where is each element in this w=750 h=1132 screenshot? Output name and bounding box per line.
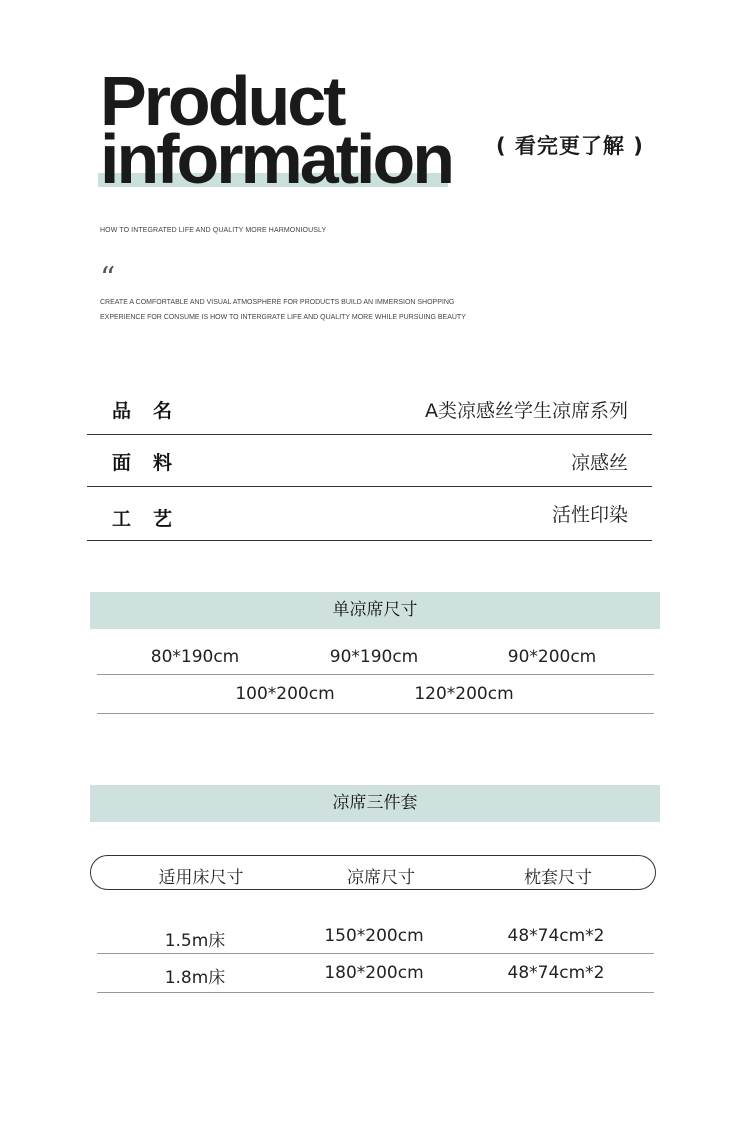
- divider: [97, 674, 654, 675]
- divider: [97, 953, 654, 954]
- single-mat-banner: 单凉席尺寸: [90, 592, 660, 629]
- tagline: HOW TO INTEGRATED LIFE AND QUALITY MORE HARMONIOUSLY: [100, 227, 327, 234]
- info-label: 工艺: [112, 508, 195, 530]
- info-row-craft: [87, 486, 652, 541]
- set-table-header: [90, 855, 656, 890]
- info-label: 面料: [112, 452, 195, 474]
- info-value: 活性印染: [551, 504, 628, 526]
- title-line-1: Product: [100, 62, 344, 140]
- size-cell: 100*200cm: [235, 684, 335, 704]
- table-cell: 150*200cm: [324, 926, 424, 946]
- size-cell: 90*190cm: [329, 647, 419, 667]
- info-value: A类凉感丝学生凉席系列: [425, 400, 628, 422]
- size-cell: 90*200cm: [507, 647, 597, 667]
- column-header: 凉席尺寸: [347, 868, 415, 888]
- subtitle: ( 看完更了解 ): [496, 134, 644, 158]
- table-cell: 48*74cm*2: [507, 963, 605, 983]
- page-title: [100, 62, 452, 198]
- info-value: 凉感丝: [570, 452, 628, 474]
- column-header: 适用床尺寸: [158, 868, 244, 888]
- table-cell: 180*200cm: [324, 963, 424, 983]
- table-cell: 1.5m床: [164, 931, 226, 951]
- info-row-name: [87, 382, 652, 435]
- info-label: 品名: [112, 400, 195, 422]
- divider: [97, 713, 654, 714]
- set-banner: 凉席三件套: [90, 785, 660, 822]
- description: CREATE A COMFORTABLE AND VISUAL ATMOSPHERE FOR PRODUCTS BUILD AN IMMERSION SHOPPING EXPERIENCE FOR CONSUME IS HOW TO INTERGRATE LIFE AND QUALITY MORE WHILE PURSUING BEAUTY: [100, 299, 466, 321]
- size-cell: 120*200cm: [414, 684, 514, 704]
- divider: [97, 992, 654, 993]
- size-cell: 80*190cm: [150, 647, 240, 667]
- table-cell: 48*74cm*2: [507, 926, 605, 946]
- column-header: 枕套尺寸: [524, 868, 592, 888]
- title-line-2: information: [100, 120, 452, 198]
- table-cell: 1.8m床: [164, 968, 226, 988]
- info-row-fabric: [87, 434, 652, 487]
- quote-icon: “: [100, 261, 116, 296]
